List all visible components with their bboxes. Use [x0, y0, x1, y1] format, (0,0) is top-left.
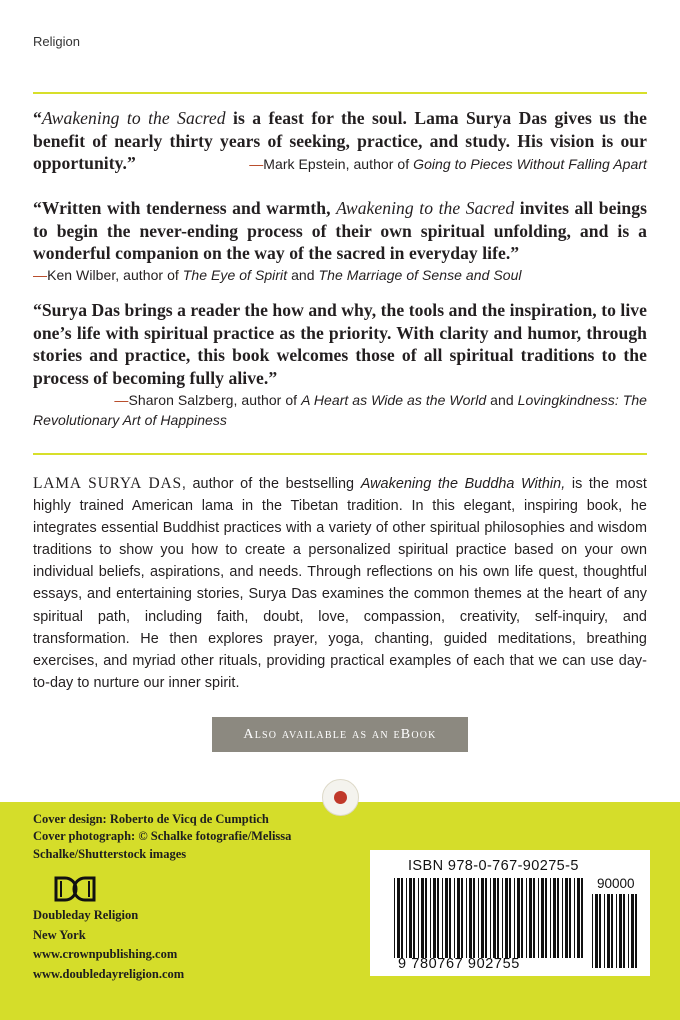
barcode-bar — [418, 878, 419, 958]
price-addon-code: 90000 — [597, 876, 635, 891]
quote-text: “Surya Das brings a reader the how and why, the tools and the inspiration, to live one’s life with spiritual practice as the priority. With clarity and humor, through stories and practice, this book welcomes those of all spiritual traditions to the process of becoming fully alive.” — [33, 300, 647, 388]
barcode-bar — [497, 878, 499, 958]
barcode-bar — [545, 878, 547, 958]
barcode-bar — [442, 878, 443, 958]
barcode-bar — [502, 878, 503, 958]
barcode-bar — [394, 878, 395, 958]
ean-digits: 9 780767 902755 — [398, 956, 520, 972]
publisher-info — [33, 906, 184, 984]
quote-attribution: —Ken Wilber, author of The Eye of Spirit and The Marriage of Sense and Soul — [33, 266, 522, 283]
barcode-bar — [413, 878, 415, 958]
barcode-bar — [553, 878, 556, 958]
barcode-bar — [521, 878, 523, 958]
doubleday-logo-icon — [53, 876, 97, 902]
barcode-panel — [370, 850, 650, 976]
barcode-bar — [592, 894, 593, 968]
barcode-bar — [449, 878, 451, 958]
divider-top — [33, 92, 647, 94]
barcode-bar — [481, 878, 484, 958]
quote-epstein: “Awakening to the Sacred is a feast for the soul. Lama Surya Das gives us the benefit of nearly thirty years of seeking, practice, and study. His vision is our opportunity.” —Mark Epstein, author of Going to Pieces Without Falling Apart — [33, 107, 647, 176]
barcode-bar — [425, 878, 427, 958]
cover-credits — [33, 811, 363, 863]
ebook-availability-badge: Also available as an eBook — [212, 717, 468, 752]
quote-attribution: —Mark Epstein, author of Going to Pieces Without Falling Apart — [249, 156, 647, 172]
barcode-bar — [517, 878, 520, 958]
category-label: Religion — [33, 34, 80, 49]
barcode-bar — [469, 878, 472, 958]
barcode-bar — [538, 878, 539, 958]
barcode-bar — [397, 878, 400, 958]
barcode-bar — [401, 878, 403, 958]
barcode-bar — [526, 878, 527, 958]
barcode-bar — [437, 878, 439, 958]
barcode-bar — [581, 878, 583, 958]
barcode-bar — [623, 894, 625, 968]
barcode-bar — [550, 878, 551, 958]
barcode-bar — [461, 878, 463, 958]
barcode-bar — [619, 894, 622, 968]
barcode-bar — [433, 878, 436, 958]
barcode-bar — [505, 878, 508, 958]
barcode-bar — [631, 894, 634, 968]
barcode-bar — [565, 878, 568, 958]
barcode-bar — [562, 878, 563, 958]
barcode-bar — [595, 894, 598, 968]
barcode-bar — [493, 878, 496, 958]
publisher-website-1: www.crownpublishing.com — [33, 947, 178, 962]
quote-wilber: “Written with tenderness and warmth, Awakening to the Sacred invites all beings to begin the never-ending process of their own spiritual unfolding, and is a wonderful companion on the way of the sacred in everyday life.” —Ken Wilber, author of The Eye of Spirit and The Marriage of Sense and Soul — [33, 198, 647, 283]
barcode-bar — [635, 894, 637, 968]
barcode-bar — [533, 878, 535, 958]
barcode-bar — [473, 878, 475, 958]
barcode-bar — [611, 894, 613, 968]
cover-photo-credit: Cover photograph: © Schalke fotografie/Melissa Schalke/Shutterstock images — [33, 829, 292, 861]
barcode-bar — [577, 878, 580, 958]
quote-book-title: Awakening to the Sacred — [336, 198, 515, 218]
barcode-bar — [616, 894, 617, 968]
barcode-bar — [569, 878, 571, 958]
barcode-bar — [607, 894, 610, 968]
cover-design-credit: Cover design: Roberto de Vicq de Cumptich — [33, 812, 269, 826]
publisher-website-2: www.doubledayreligion.com — [33, 966, 185, 981]
barcode-bar — [421, 878, 424, 958]
barcode-bar — [599, 894, 601, 968]
book-title: Awakening the Buddha Within, — [360, 476, 566, 492]
barcode-bar — [574, 878, 575, 958]
quote-text: is a feast for the soul. Lama Surya Das gives us the benefit of nearly thirty years of seeking, practice, and study. His vision is our opportunity.” — [33, 108, 647, 173]
barcode-bar — [557, 878, 559, 958]
barcode-bar — [478, 878, 479, 958]
barcode-bar — [628, 894, 629, 968]
barcode-bar — [457, 878, 460, 958]
barcode-bar — [466, 878, 467, 958]
publisher-city: New York — [33, 927, 86, 942]
barcode-bar — [509, 878, 511, 958]
barcode-bar — [409, 878, 412, 958]
barcode-bar — [485, 878, 487, 958]
isbn-text: ISBN 978-0-767-90275-5 — [408, 858, 579, 874]
barcode-bar — [514, 878, 515, 958]
barcode-bar — [430, 878, 431, 958]
quote-salzberg — [33, 299, 647, 430]
barcode-bar — [406, 878, 407, 958]
author-name: LAMA SURYA DAS — [33, 475, 182, 492]
quote-attribution: —Sharon Salzberg, author of A Heart as Wide as the World and Lovingkindness: The Revolutionary Art of Happiness — [33, 392, 647, 428]
author-bio: LAMA SURYA DAS, author of the bestselling Awakening the Buddha Within, is the most highly trained American lama in the Tibetan tradition. In this elegant, inspiring book, he integrates essential Buddhist practices with a variety of other spiritual philosophies and wisdom traditions to show you how to create a personalized spiritual practice based on your own individual beliefs, aspirations, and needs. Through reflections on his own life quest, thoughtful essays, and entertaining stories, Surya Das examines the common themes at the heart of any spiritual path, including faith, doubt, love, compassion, creativity, self-inquiry, and transformation. He then explores prayer, yoga, chanting, guided meditations, breathing exercises, and myriad other rituals, providing practical examples of each that we can use day-to-day to nurture our inner spirit. — [33, 475, 647, 691]
publisher-name: Doubleday Religion — [33, 908, 139, 922]
quote-book-title: Awakening to the Sacred — [41, 108, 226, 128]
barcode-bar — [445, 878, 448, 958]
barcode-bar — [604, 894, 605, 968]
divider-middle — [33, 453, 647, 455]
barcode-bar — [529, 878, 532, 958]
barcode-bar — [541, 878, 544, 958]
barcode-bar — [454, 878, 455, 958]
barcode-bar — [490, 878, 491, 958]
red-dot-icon — [334, 791, 347, 804]
